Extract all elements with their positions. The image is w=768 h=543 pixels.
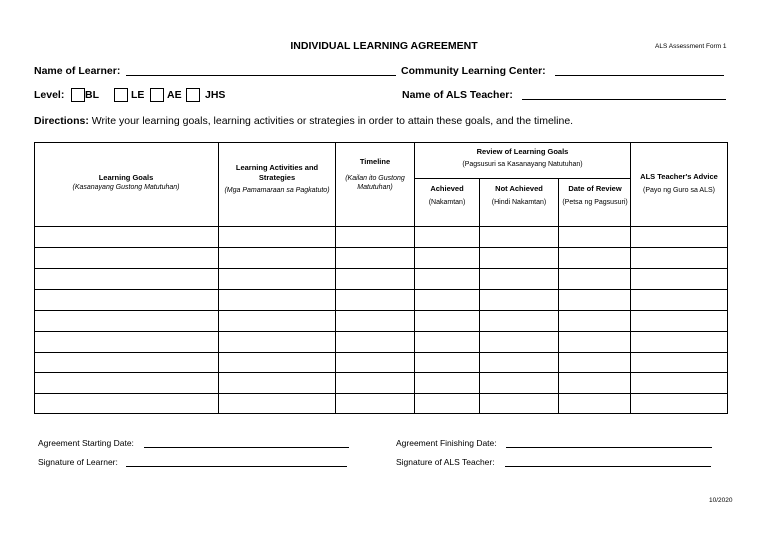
- col-activities: [222, 163, 332, 195]
- col-timeline-title: Timeline: [359, 157, 391, 166]
- clc-field[interactable]: [555, 75, 724, 76]
- start-date-field[interactable]: [144, 447, 349, 448]
- col-achieved: [415, 184, 479, 207]
- col-not-achieved: [480, 184, 558, 207]
- learner-signature-label: Signature of Learner:: [38, 457, 118, 467]
- level-jhs-label: JHS: [205, 89, 226, 101]
- col-learning-goals-subtitle: (Kasanayang Gustong Matutuhan): [72, 183, 180, 191]
- clc-label: Community Learning Center:: [401, 65, 546, 77]
- directions-label: Directions:: [34, 115, 89, 127]
- form-title: INDIVIDUAL LEARNING AGREEMENT: [290, 40, 478, 52]
- col-achieved-title: Achieved: [430, 184, 464, 193]
- finish-date-label: Agreement Finishing Date:: [396, 438, 497, 448]
- col-advice-subtitle: (Payo ng Guro sa ALS): [643, 186, 715, 194]
- level-checkbox-ae[interactable]: [150, 88, 164, 102]
- col-timeline: [337, 157, 413, 192]
- learner-signature-field[interactable]: [126, 466, 347, 467]
- learner-name-field[interactable]: [126, 75, 396, 76]
- col-activities-subtitle: (Mga Pamamaraan sa Pagkatuto): [224, 186, 330, 194]
- start-date-label: Agreement Starting Date:: [38, 438, 134, 448]
- col-date-of-review: [561, 184, 629, 207]
- level-label: Level:: [34, 89, 65, 101]
- directions: [34, 115, 573, 127]
- level-checkbox-jhs[interactable]: [186, 88, 200, 102]
- level-ae-label: AE: [167, 89, 182, 101]
- level-checkbox-le[interactable]: [114, 88, 128, 102]
- directions-text: Write your learning goals, learning activities or strategies in order to attain these goals, and the timeline.: [88, 115, 574, 127]
- col-date-title: Date of Review: [568, 184, 622, 193]
- teacher-signature-label: Signature of ALS Teacher:: [396, 457, 495, 467]
- finish-date-field[interactable]: [506, 447, 712, 448]
- teacher-name-label: Name of ALS Teacher:: [402, 89, 513, 101]
- col-teacher-advice: [632, 172, 726, 195]
- teacher-name-field[interactable]: [522, 99, 726, 100]
- revision-date: 10/2020: [709, 497, 733, 504]
- learner-name-label: Name of Learner:: [34, 65, 121, 77]
- col-learning-goals: [34, 173, 218, 192]
- col-learning-goals-title: Learning Goals: [98, 173, 154, 182]
- col-activities-title: Learning Activities and Strategies: [235, 163, 319, 182]
- col-date-subtitle: (Petsa ng Pagsusuri): [562, 198, 628, 206]
- col-review: [415, 147, 630, 169]
- learning-agreement-table: [34, 142, 728, 414]
- col-advice-title: ALS Teacher's Advice: [640, 172, 718, 181]
- level-bl-label: BL: [85, 89, 99, 101]
- col-not-achieved-title: Not Achieved: [495, 184, 543, 193]
- form-code: ALS Assessment Form 1: [655, 43, 727, 50]
- col-not-achieved-subtitle: (Hindi Nakamtan): [491, 198, 547, 206]
- level-checkbox-bl[interactable]: [71, 88, 85, 102]
- teacher-signature-field[interactable]: [505, 466, 711, 467]
- level-le-label: LE: [131, 89, 145, 101]
- col-review-subtitle: (Pagsusuri sa Kasanayang Natutuhan): [462, 160, 583, 168]
- col-timeline-subtitle: (Kailan ito Gustong Matutuhan): [345, 174, 405, 191]
- col-achieved-subtitle: (Nakamtan): [428, 198, 466, 206]
- col-review-title: Review of Learning Goals: [476, 147, 569, 156]
